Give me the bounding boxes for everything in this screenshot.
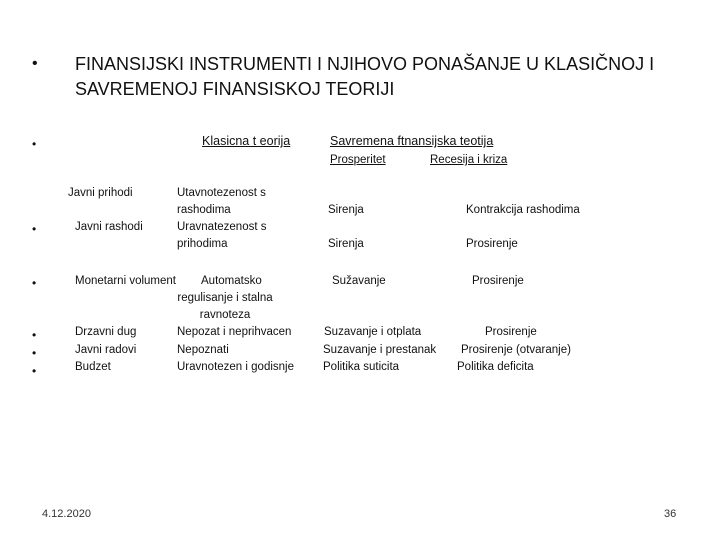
row-recession-public-expenditure: Prosirenje: [466, 238, 518, 250]
row-label-budget: Budzet: [75, 361, 111, 373]
row-recession-monetary-volume: Prosirenje: [472, 275, 524, 287]
row-classic-monetary-volume-3: ravnoteza: [199, 309, 251, 321]
row-label-monetary-volume: Monetarni volument: [75, 275, 176, 287]
row-bullet-budget: •: [32, 364, 37, 378]
slide-title: FINANSIJSKI INSTRUMENTI I NJIHOVO PONAŠANJE U KLASIČNOJ I SAVREMENOJ FINANSISKOJ TEORIJI: [75, 54, 655, 99]
row-label-state-debt: Drzavni dug: [75, 326, 137, 338]
row-bullet-state-debt: •: [32, 328, 37, 342]
row-prosperity-budget: Politika suticita: [323, 361, 400, 373]
row-classic-public-expenditure-1: Uravnatezenost s: [177, 221, 267, 233]
row-label-public-expenditure: Javni rashodi: [75, 221, 143, 233]
row-prosperity-public-expenditure: Sirenja: [328, 238, 364, 250]
footer-page-number: 36: [664, 508, 677, 520]
row-prosperity-public-revenue: Sirenja: [328, 204, 364, 216]
row-classic-public-revenue-2: rashodima: [177, 204, 231, 216]
row-prosperity-monetary-volume: Sužavanje: [332, 275, 386, 287]
header-recession: Recesija i kriza: [430, 154, 508, 166]
row-bullet-public-expenditure: •: [32, 222, 37, 236]
row-bullet-monetary-volume: •: [32, 276, 37, 290]
row-recession-public-works: Prosirenje (otvaranje): [461, 344, 571, 356]
row-bullet-public-works: •: [32, 346, 37, 360]
header-bullet: •: [32, 137, 37, 151]
footer-date: 4.12.2020: [42, 508, 91, 520]
row-recession-state-debt: Prosirenje: [485, 326, 537, 338]
row-label-public-revenue: Javni prihodi: [68, 187, 133, 199]
row-classic-monetary-volume-2: regulisanje i stalna: [177, 292, 273, 304]
title-bullet: •: [32, 55, 38, 72]
header-classic-theory: Klasicna t eorija: [202, 134, 291, 148]
header-modern-theory: Savremena ftnansijska teotija: [330, 134, 494, 148]
row-recession-budget: Politika deficita: [457, 361, 534, 373]
row-classic-monetary-volume-1: Automatsko: [201, 275, 262, 287]
row-classic-budget: Uravnotezen i godisnje: [177, 361, 294, 373]
row-classic-public-expenditure-2: prihodima: [177, 238, 228, 250]
row-label-public-works: Javni radovi: [75, 344, 137, 356]
row-classic-public-works: Nepoznati: [177, 344, 229, 356]
row-prosperity-state-debt: Suzavanje i otplata: [324, 326, 422, 338]
header-prosperity: Prosperitet: [330, 154, 386, 166]
row-recession-public-revenue: Kontrakcija rashodima: [466, 204, 580, 216]
row-classic-state-debt: Nepozat i neprihvacen: [177, 326, 292, 338]
row-classic-public-revenue-1: Utavnotezenost s: [177, 187, 266, 199]
row-prosperity-public-works: Suzavanje i prestanak: [323, 344, 437, 356]
